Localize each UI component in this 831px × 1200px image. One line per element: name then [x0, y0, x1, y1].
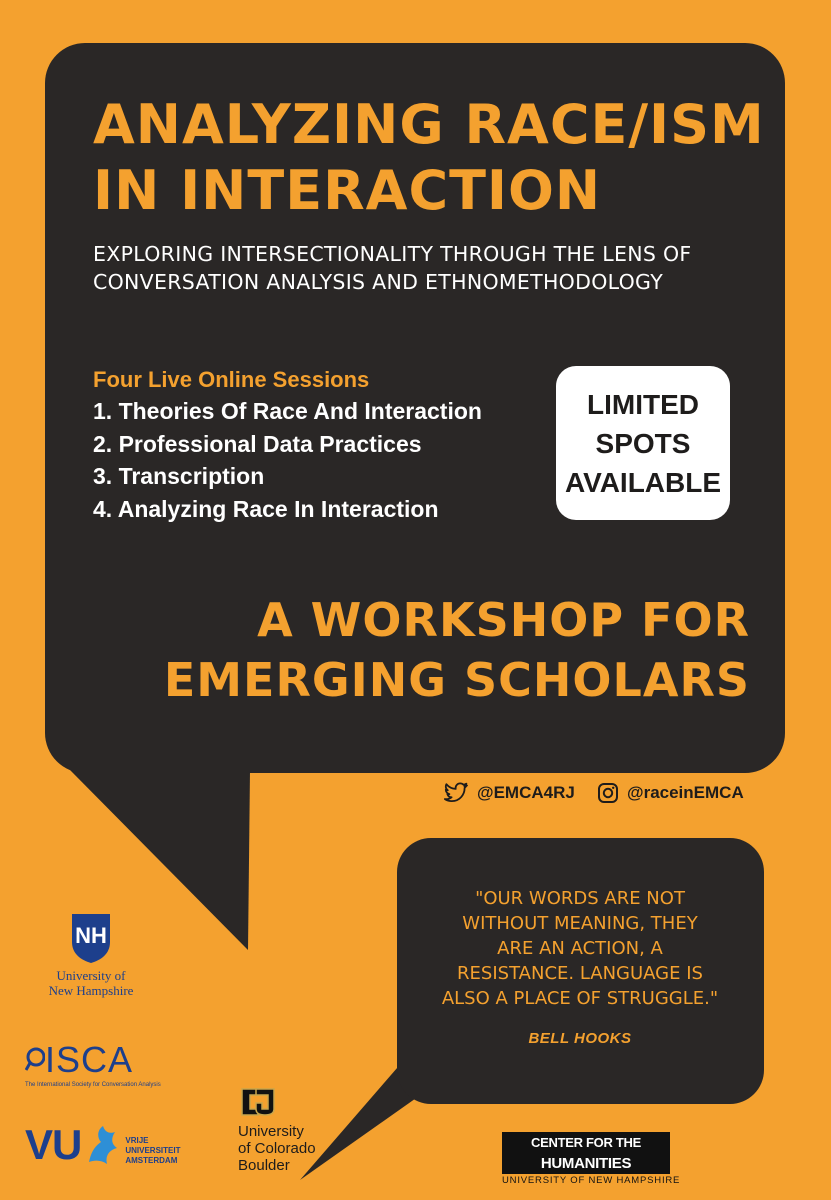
vu-name: [125, 1136, 180, 1168]
vu-logo: [25, 1122, 180, 1168]
cu-line-1: University: [238, 1123, 304, 1140]
title-line-1: ANALYZING RACE/ISM: [93, 93, 765, 156]
unh-name: [46, 968, 136, 998]
vu-word: VU: [25, 1121, 82, 1168]
cu-line-2: of Colorado: [238, 1140, 316, 1157]
cu-monogram-icon: [238, 1085, 278, 1119]
isca-word: ISCA: [45, 1039, 134, 1080]
workshop-tagline: [60, 590, 750, 710]
workshop-subtitle: [93, 240, 753, 296]
quote-text: [420, 886, 740, 1011]
session-item: 1. Theories Of Race And Interaction: [93, 398, 482, 424]
quote-author: BELL HOOKS: [528, 1030, 632, 1047]
instagram-handle: @raceinEMCA: [627, 783, 744, 802]
workshop-line-2: EMERGING SCHOLARS: [163, 653, 750, 707]
instagram-icon: [597, 782, 619, 804]
session-item: 2. Professional Data Practices: [93, 430, 422, 457]
magnifier-icon: [25, 1042, 45, 1078]
griffin-icon: [81, 1122, 123, 1168]
cu-boulder-logo: [238, 1085, 316, 1174]
session-item: 4. Analyzing Race In Interaction: [93, 495, 439, 522]
isca-subtitle: The International Society for Conversation Analysis: [25, 1082, 161, 1088]
subtitle-line-2: CONVERSATION ANALYSIS AND ETHNOMETHODOLOGY: [93, 270, 664, 294]
cu-name: [238, 1123, 316, 1174]
sessions-heading: Four Live Online Sessions: [93, 367, 370, 392]
unh-line-1: University of: [56, 968, 126, 983]
limited-spots-badge: [556, 366, 730, 520]
vu-line-1: VRIJE: [125, 1136, 149, 1145]
unh-line-2: New Hampshire: [48, 983, 134, 998]
workshop-title: [93, 92, 773, 224]
twitter-icon: [443, 782, 469, 804]
cfh-subtitle: UNIVERSITY OF NEW HAMPSHIRE: [502, 1175, 681, 1186]
session-item: 3. Transcription: [93, 463, 265, 489]
unh-logo: [46, 912, 136, 998]
badge-line-1: LIMITED: [587, 388, 699, 420]
cfh-main: [502, 1132, 670, 1174]
cu-line-3: Boulder: [238, 1157, 290, 1174]
quote-line-2: WITHOUT MEANING, THEY: [462, 913, 698, 934]
workshop-line-1: A WORKSHOP FOR: [257, 593, 750, 647]
quote-line-1: "OUR WORDS ARE NOT: [475, 888, 685, 909]
cfh-emphasis: HUMANITIES: [540, 1155, 632, 1172]
cfh-prefix: CENTER FOR THE: [531, 1135, 641, 1150]
twitter-link[interactable]: [443, 781, 575, 805]
quote-line-3: ARE AN ACTION, A: [497, 938, 663, 959]
badge-line-2: SPOTS: [595, 427, 691, 459]
title-line-2: IN INTERACTION: [93, 159, 602, 222]
vu-line-2: UNIVERSITEIT: [125, 1146, 181, 1155]
center-for-humanities-logo: [502, 1132, 681, 1188]
twitter-handle: @EMCA4RJ: [477, 783, 575, 802]
isca-logo: [25, 1040, 161, 1088]
unh-mark: NH: [75, 923, 107, 948]
vu-line-3: AMSTERDAM: [125, 1156, 178, 1165]
subtitle-line-1: EXPLORING INTERSECTIONALITY THROUGH THE LENS OF: [93, 242, 692, 266]
quote-line-4: RESISTANCE. LANGUAGE IS: [457, 963, 703, 984]
quote-line-5: ALSO A PLACE OF STRUGGLE.": [441, 988, 719, 1009]
sessions-list: [93, 395, 482, 525]
unh-shield-icon: [46, 912, 136, 964]
badge-line-3: AVAILABLE: [564, 466, 722, 498]
instagram-link[interactable]: [597, 781, 744, 805]
